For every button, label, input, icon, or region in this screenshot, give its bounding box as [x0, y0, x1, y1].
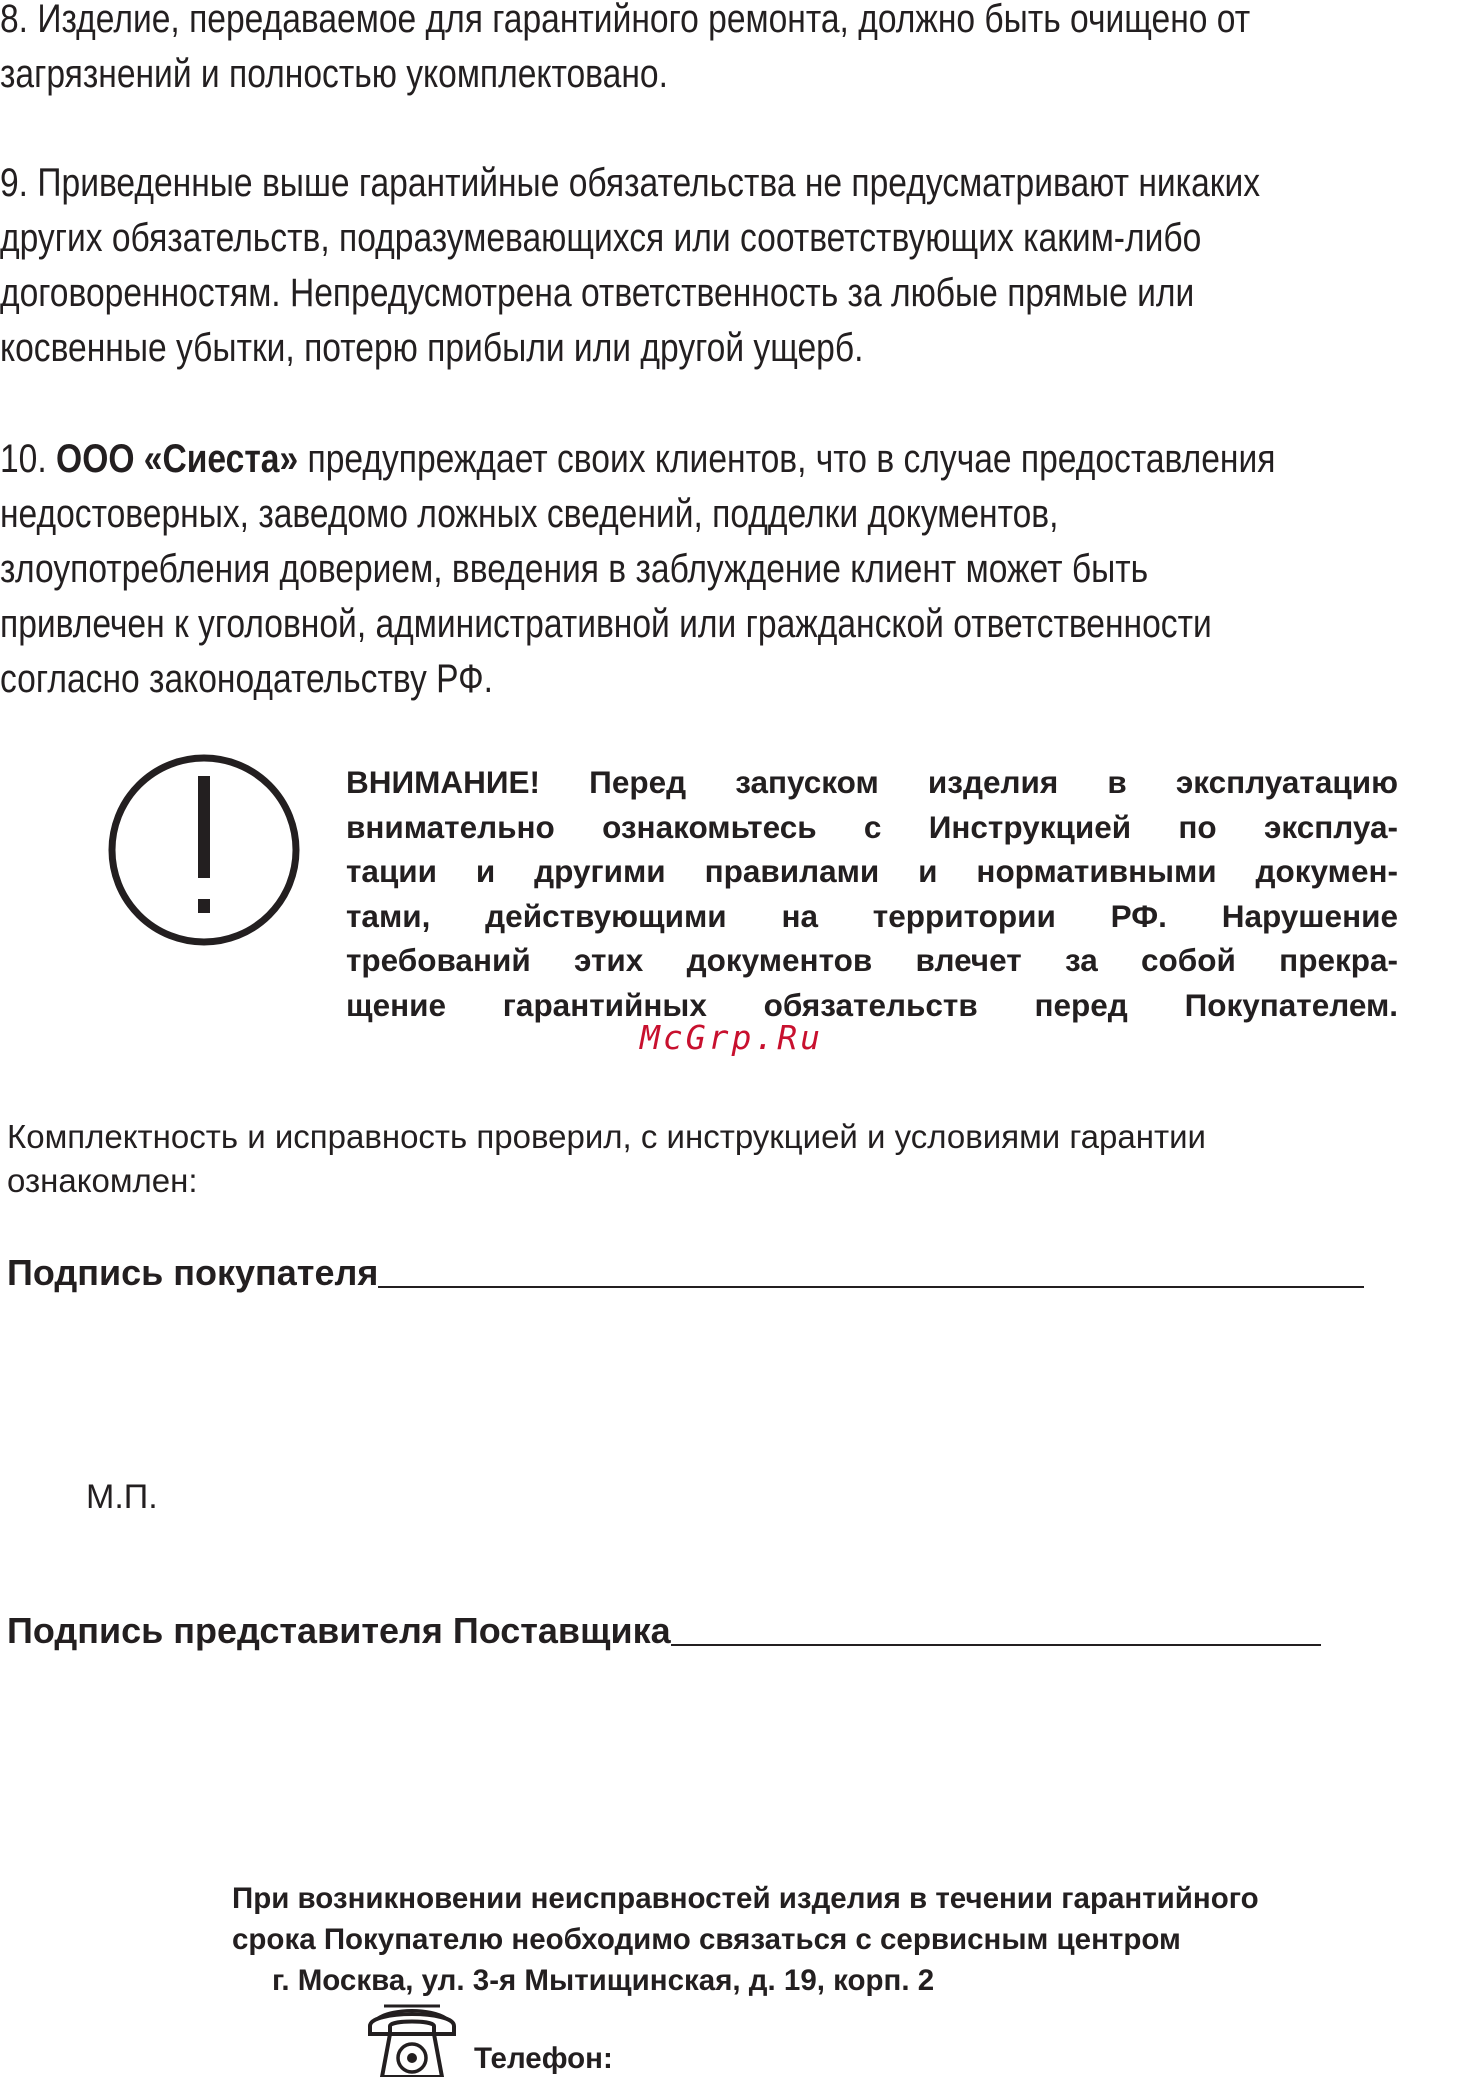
watermark: McGrp.Ru	[640, 1018, 823, 1057]
warning-line-1: ВНИМАНИЕ! Перед запуском изделия в эксплуатацию	[346, 764, 1398, 800]
telephone-icon	[364, 2004, 460, 2077]
buyer-signature-field	[7, 1252, 1364, 1294]
clause-8	[0, 0, 1251, 102]
warning-line-4: тами, действующими на территории РФ. Нарушение	[346, 897, 1398, 934]
clause-9-line-3: договоренностям. Непредусмотрена ответственность за любые прямые или	[0, 271, 1195, 315]
supplier-signature-field	[7, 1610, 1321, 1652]
warning-line-2: внимательно ознакомьтесь с Инструкцией по эксплуа-	[346, 808, 1398, 845]
clause-9-line-1: 9. Приведенные выше гарантийные обязательства не предусматривают никаких	[0, 161, 1261, 205]
clause-10-number: 10.	[0, 437, 47, 481]
clause-10-line-1	[0, 432, 1276, 487]
warning-line-3: тации и другими правилами и нормативными докумен-	[346, 853, 1398, 889]
warning-block	[346, 760, 1398, 1027]
clause-10-line-5: согласно законодательству РФ.	[0, 657, 494, 701]
clause-10-line-2: недостоверных, заведомо ложных сведений, подделки документов,	[0, 492, 1059, 536]
acknowledgement-line-1: Комплектность и исправность проверил, с инструкцией и условиями гарантии	[7, 1118, 1206, 1155]
supplier-signature-line	[671, 1643, 1321, 1646]
buyer-signature-line	[378, 1285, 1364, 1288]
phone-label: Телефон:	[474, 2042, 613, 2075]
clause-10-line-1-rest: предупреждает своих клиентов, что в случае предоставления	[307, 437, 1276, 481]
clause-10-line-4: привлечен к уголовной, административной или гражданской ответственности	[0, 602, 1212, 646]
warning-line-5: требований этих документов влечет за собой прекра-	[346, 942, 1398, 978]
clause-10	[0, 432, 1276, 707]
clause-8-line-1: 8. Изделие, передаваемое для гарантийного ремонта, должно быть очищено от	[0, 0, 1251, 41]
company-name: ООО «Сиеста»	[56, 437, 299, 481]
acknowledgement-line-2: ознакомлен:	[7, 1162, 198, 1199]
stamp-label: М.П.	[86, 1478, 158, 1516]
supplier-signature-label: Подпись представителя Поставщика	[7, 1610, 671, 1651]
clause-9-line-4: косвенные убытки, потерю прибыли или другой ущерб.	[0, 326, 864, 370]
warning-line-6: щение гарантийных обязательств перед Покупателем.	[346, 986, 1398, 1023]
service-line-2: срока Покупателю необходимо связаться с сервисным центром	[232, 1923, 1181, 1956]
service-address: г. Москва, ул. 3-я Мытищинская, д. 19, корп. 2	[272, 1964, 935, 1997]
exclamation-circle-icon	[106, 752, 302, 948]
clause-8-line-2: загрязнений и полностью укомплектовано.	[0, 52, 668, 96]
buyer-signature-label: Подпись покупателя	[7, 1252, 379, 1293]
acknowledgement	[7, 1115, 1447, 1203]
clause-9	[0, 156, 1261, 376]
clause-9-line-2: других обязательств, подразумевающихся или соответствующих каким-либо	[0, 216, 1202, 260]
service-info	[232, 1878, 1259, 2001]
clause-10-line-3: злоупотребления доверием, введения в заблуждение клиент может быть	[0, 547, 1149, 591]
service-line-1: При возникновении неисправностей изделия в течении гарантийного	[232, 1882, 1259, 1915]
